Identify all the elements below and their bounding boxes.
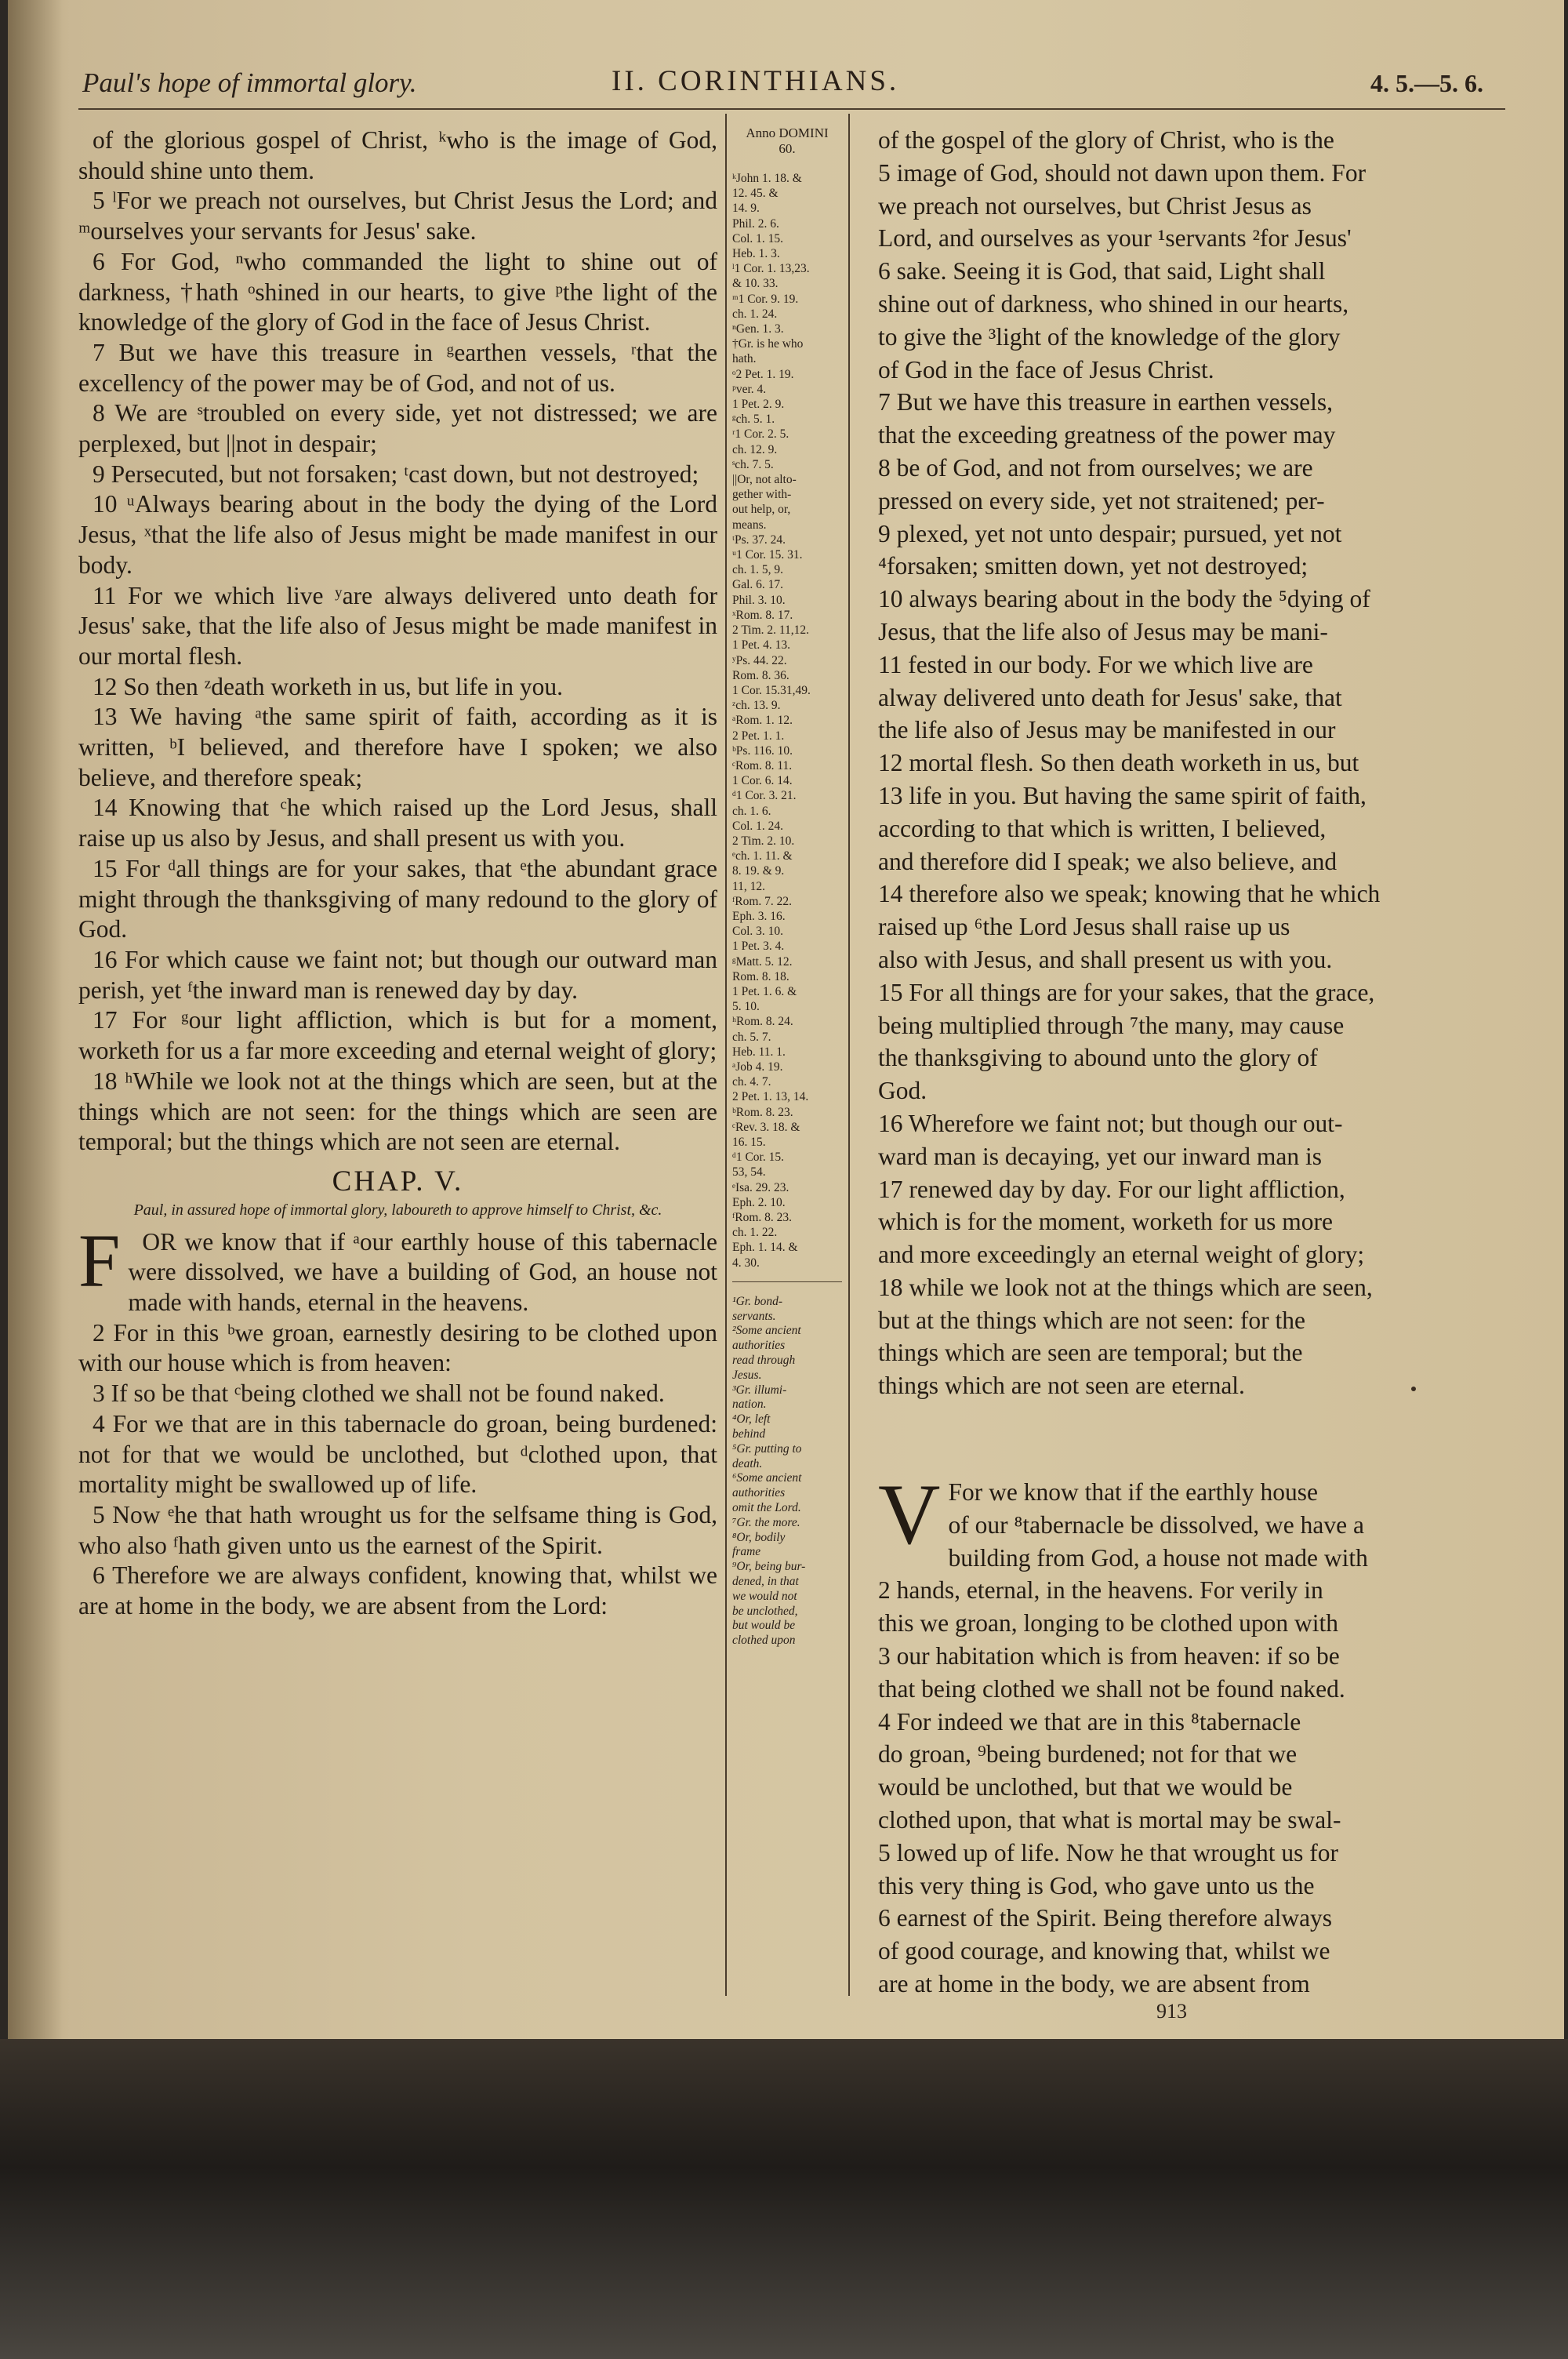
verse-line: raised up ⁶the Lord Jesus shall raise up us	[878, 913, 1290, 941]
verse-line: 12 mortal flesh. So then death worketh in us, but	[878, 749, 1359, 777]
verse: 8 We are ˢtroubled on every side, yet not distressed; we are perplexed, but ||not in despair;	[78, 399, 717, 458]
cross-reference: ˡ1 Cor. 1. 13,23.	[732, 262, 810, 276]
cross-reference: Heb. 11. 1.	[732, 1045, 786, 1059]
verse-line: 17 renewed day by day. For our light affliction,	[878, 1175, 1345, 1203]
cross-reference: 5. 10.	[732, 1000, 760, 1014]
cross-reference: ᵏJohn 1. 18. &	[732, 172, 802, 185]
cross-reference: ᵖver. 4.	[732, 382, 767, 396]
cross-reference: 1 Pet. 1. 6. &	[732, 984, 797, 998]
cross-reference: Phil. 2. 6.	[732, 216, 779, 231]
verse: 5 ˡFor we preach not ourselves, but Christ Jesus the Lord; and ᵐourselves your servants for Jesus' sake.	[78, 187, 717, 245]
verse: 12 So then ᶻdeath worketh in us, but life in you.	[93, 672, 564, 700]
verse-line: and more exceedingly an eternal weight of glory;	[878, 1241, 1365, 1269]
revised-chapter-opening	[878, 1467, 1505, 2001]
marginal-note: authorities	[732, 1339, 786, 1353]
verse-line: Jesus, that the life also of Jesus may be mani-	[878, 617, 1328, 645]
cross-reference: 2 Pet. 1. 13, 14.	[732, 1090, 809, 1104]
marginal-note: be unclothed,	[732, 1604, 798, 1618]
marginal-note: death.	[732, 1456, 763, 1470]
cross-reference: Eph. 3. 16.	[732, 909, 786, 923]
cross-reference: Eph. 2. 10.	[732, 1195, 786, 1209]
verse: 14 Knowing that ᶜhe which raised up the Lord Jesus, shall raise up us also by Jesus, and shall present us with you.	[78, 794, 717, 852]
revised-version-notes	[732, 1295, 842, 1648]
cross-reference: ch. 5. 7.	[732, 1030, 771, 1044]
revised-verse-lines	[878, 124, 1505, 1402]
chapter-gap	[878, 1402, 1505, 1476]
marginal-references	[732, 125, 842, 1648]
verse-line: that the exceeding greatness of the power may	[878, 421, 1336, 449]
verse-line: the thanksgiving to abound unto the glory of	[878, 1044, 1318, 1072]
cross-reference: ʳ1 Cor. 2. 5.	[732, 427, 789, 442]
verse: 17 For ᵍour light affliction, which is but for a moment, worketh for us a far more exceeding and eternal weight of glory;	[78, 1006, 717, 1065]
marginal-note: authorities	[732, 1486, 786, 1500]
cross-reference: & 10. 33.	[732, 277, 779, 291]
cross-reference: 8. 19. & 9.	[732, 864, 785, 878]
cross-reference: 14. 9.	[732, 202, 760, 216]
verse: 18 ʰWhile we look not at the things which are seen, but at the things which are not seen: for the things which are seen are temporal; but the things which are not seen are eternal.	[78, 1067, 717, 1156]
verse: 11 For we which live ʸare always delivered unto death for Jesus' sake, that the life also of Jesus might be made manifest in our mortal flesh.	[78, 581, 717, 670]
chapter-line: this we groan, longing to be clothed upon with	[878, 1609, 1339, 1637]
chapter-heading: CHAP. V.	[332, 1165, 464, 1198]
verse: 6 For God, ⁿwho commanded the light to shine out of darkness, †hath ᵒshined in our hearts, to give ᵖthe light of the knowledge of the glory of God in the face of Jesus Christ.	[78, 247, 717, 336]
cross-reference: ch. 1. 22.	[732, 1226, 778, 1240]
cross-reference: 16. 15.	[732, 1136, 766, 1149]
cross-reference: ᶻch. 13. 9.	[732, 699, 781, 713]
marginal-note: ⁸Or, bodily	[732, 1530, 786, 1544]
cross-reference: ᵘ1 Cor. 15. 31.	[732, 548, 803, 562]
chapter-verse: OR we know that if ᵃour earthly house of this tabernacle were dissolved, we have a building of God, an house not made with hands, eternal in the heavens.	[128, 1227, 717, 1317]
marginal-note: servants.	[732, 1309, 776, 1323]
anno-domini: Anno DOMINI 60.	[746, 125, 829, 156]
marginal-note: but would be	[732, 1619, 796, 1633]
verse-line: shine out of darkness, who shined in our hearts,	[878, 289, 1349, 318]
cross-reference: Col. 1. 24.	[732, 819, 784, 833]
cross-reference: ᶜRom. 8. 11.	[732, 758, 793, 772]
cross-reference: gether with-	[732, 488, 792, 502]
column-rule-left	[725, 114, 727, 1996]
cross-reference: ⁿGen. 1. 3.	[732, 322, 784, 336]
cross-reference: ᵇPs. 116. 10.	[732, 743, 793, 758]
marginal-note: Jesus.	[732, 1368, 762, 1382]
cross-reference: Heb. 1. 3.	[732, 247, 780, 261]
cross-reference: Eph. 1. 14. &	[732, 1241, 798, 1255]
header-rule	[78, 108, 1505, 110]
verse: 7 But we have this treasure in ᵍearthen vessels, ʳthat the excellency of the power may be of God, and not of us.	[78, 338, 717, 397]
verse-line: 5 image of God, should not dawn upon them. For	[878, 158, 1367, 187]
verse-line: to give the ³light of the knowledge of the glory	[878, 322, 1341, 351]
marginal-note: ⁴Or, left	[732, 1412, 771, 1427]
verse-line: 6 sake. Seeing it is God, that said, Light shall	[878, 257, 1326, 285]
verse: 9 Persecuted, but not forsaken; ᵗcast down, but not destroyed;	[93, 460, 699, 488]
marginal-note: nation.	[732, 1398, 767, 1412]
chapter-line: 6 earnest of the Spirit. Being therefore always	[878, 1904, 1333, 1932]
verse: 15 For ᵈall things are for your sakes, that ᵉthe abundant grace might through the thanksgiving of many redound to the glory of God.	[78, 854, 717, 943]
cross-reference: Col. 3. 10.	[732, 925, 784, 939]
cross-reference: ᵉIsa. 29. 23.	[732, 1180, 789, 1194]
chapter-line: 2 hands, eternal, in the heavens. For verily in	[878, 1576, 1323, 1605]
verse-line: 8 be of God, and not from ourselves; we are	[878, 453, 1313, 482]
running-head-book: II. CORINTHIANS.	[612, 65, 900, 97]
marginal-note: dened, in that	[732, 1574, 799, 1588]
chapter-line: 3 our habitation which is from heaven: if so be	[878, 1642, 1340, 1670]
chapter-line: do groan, ⁹being burdened; not for that we	[878, 1740, 1298, 1768]
cross-reference: ᵍMatt. 5. 12.	[732, 954, 793, 969]
cross-reference: ch. 12. 9.	[732, 442, 778, 456]
verse-list	[78, 125, 717, 1158]
cross-reference: 53, 54.	[732, 1165, 766, 1180]
verse-line: which is for the moment, worketh for us more	[878, 1208, 1333, 1236]
revised-version-column	[878, 124, 1505, 2001]
marginal-note: ⁵Gr. putting to	[732, 1441, 802, 1456]
cross-reference: Rom. 8. 36.	[732, 668, 789, 682]
running-head-reference: 4. 5.—5. 6.	[1370, 69, 1483, 97]
chapter-line: building from God, a house not made with	[948, 1543, 1368, 1572]
verse-line: things which are not seen are eternal.	[878, 1372, 1245, 1400]
verse-line: pressed on every side, yet not straitened; per-	[878, 486, 1325, 514]
drop-cap: F	[78, 1218, 121, 1303]
verse-line: but at the things which are not seen: for the	[878, 1306, 1305, 1334]
revised-chapter-lines	[878, 1467, 1505, 2001]
verse: 16 For which cause we faint not; but though our outward man perish, yet ᶠthe inward man is renewed day by day.	[78, 945, 717, 1004]
cross-reference: ᵒ2 Pet. 1. 19.	[732, 367, 794, 381]
chapter-line: of good courage, and knowing that, whilst we	[878, 1937, 1330, 1965]
chapter-line: are at home in the body, we are absent from	[878, 1970, 1310, 1998]
chapter-verse: 5 Now ᵉhe that hath wrought us for the selfsame thing is God, who also ᶠhath given unto us the earnest of the Spirit.	[78, 1500, 717, 1559]
authorized-version-column	[78, 125, 717, 1622]
marginal-note: ⁶Some ancient	[732, 1471, 802, 1485]
cross-reference: 1 Pet. 2. 9.	[732, 398, 785, 412]
chapter-verse: 4 For we that are in this tabernacle do groan, being burdened: not for that we would be unclothed, but ᵈclothed upon, that mortality might be swallowed up of life.	[78, 1409, 717, 1499]
marginal-note: ¹Gr. bond-	[732, 1294, 783, 1308]
marginal-note: we would not	[732, 1589, 797, 1603]
chapter-line: 4 For indeed we that are in this ⁸tabernacle	[878, 1707, 1301, 1736]
verse-line: 14 therefore also we speak; knowing that he which	[878, 880, 1381, 908]
cross-reference: ᶠRom. 7. 22.	[732, 894, 793, 908]
cross-reference: ᵉch. 1. 11. &	[732, 849, 793, 863]
verse-line: 16 Wherefore we faint not; but though our out-	[878, 1109, 1343, 1137]
chapter-verse: 6 Therefore we are always confident, knowing that, whilst we are at home in the body, we are absent from the Lord:	[78, 1561, 717, 1620]
marginal-note: frame	[732, 1545, 761, 1559]
cross-reference: ʰRom. 8. 24.	[732, 1015, 793, 1029]
verse-line: according to that which is written, I believed,	[878, 814, 1327, 842]
verse-line: we preach not ourselves, but Christ Jesus as	[878, 191, 1312, 220]
cross-reference: Phil. 3. 10.	[732, 593, 786, 607]
chapter-opening	[78, 1218, 717, 1622]
verse: of the glorious gospel of Christ, ᵏwho is the image of God, should shine unto them.	[78, 126, 717, 184]
notes-divider	[732, 1281, 842, 1282]
marginal-note: ⁹Or, being bur-	[732, 1560, 806, 1574]
cross-reference: ᵍch. 5. 1.	[732, 413, 775, 427]
chapter-verse: 2 For in this ᵇwe groan, earnestly desiring to be clothed upon with our house which is from heaven:	[78, 1318, 717, 1377]
cross-reference: 4. 30.	[732, 1256, 760, 1270]
cross-reference: ᵃJob 4. 19.	[732, 1060, 783, 1074]
verse-line: alway delivered unto death for Jesus' sake, that	[878, 683, 1342, 711]
cross-reference: out help, or,	[732, 503, 791, 517]
chapter-line: this very thing is God, who gave unto us the	[878, 1871, 1315, 1899]
marginal-note: ²Some ancient	[732, 1324, 801, 1338]
cross-reference: ᶜRev. 3. 18. &	[732, 1120, 800, 1134]
bible-page	[8, 0, 1564, 2070]
verse-line: of God in the face of Jesus Christ.	[878, 355, 1214, 383]
marginal-note: clothed upon	[732, 1634, 796, 1648]
cross-reference: hath.	[732, 352, 757, 366]
cross-reference: ᵃRom. 1. 12.	[732, 714, 793, 728]
cross-reference: ch. 1. 6.	[732, 804, 771, 818]
verse: 10 ᵘAlways bearing about in the body the dying of the Lord Jesus, ˣthat the life also of Jesus might be made manifest in our body.	[78, 490, 717, 579]
verse-line: and therefore did I speak; we also believe, and	[878, 847, 1338, 875]
cross-reference: 12. 45. &	[732, 187, 779, 201]
verse-line: 9 plexed, yet not unto despair; pursued, yet not	[878, 519, 1342, 547]
cross-reference: means.	[732, 518, 767, 532]
cross-reference: 2 Tim. 2. 10.	[732, 834, 795, 848]
verse: 13 We having ᵃthe same spirit of faith, according as it is written, ᵇI believed, and therefore have I spoken; we also believe, and therefore speak;	[78, 703, 717, 791]
verse-line: ward man is decaying, yet our inward man is	[878, 1142, 1322, 1170]
cross-reference: ᵈ1 Cor. 15.	[732, 1150, 784, 1165]
cross-reference: 2 Pet. 1. 1.	[732, 729, 785, 743]
cross-reference: ch. 1. 24.	[732, 307, 778, 321]
cross-reference: ᶠRom. 8. 23.	[732, 1211, 793, 1225]
verse-line: the life also of Jesus may be manifested in our	[878, 716, 1336, 744]
verse-line: 11 fested in our body. For we which live are	[878, 650, 1313, 678]
cross-reference: ᵇRom. 8. 23.	[732, 1105, 793, 1119]
cross-reference: Col. 1. 15.	[732, 231, 784, 245]
cross-reference: Rom. 8. 18.	[732, 969, 789, 983]
cross-reference: ||Or, not alto-	[732, 473, 797, 487]
cross-reference: 1 Pet. 4. 13.	[732, 638, 791, 652]
chapter-line: 5 lowed up of life. Now he that wrought us for	[878, 1838, 1339, 1866]
revised-drop-cap: V	[878, 1467, 941, 1563]
cross-reference: ʸPs. 44. 22.	[732, 653, 787, 667]
chapter-line: For we know that if the earthly house	[948, 1478, 1318, 1507]
chapter-line: that being clothed we shall not be found naked.	[878, 1674, 1345, 1703]
cross-reference: ᵐ1 Cor. 9. 19.	[732, 292, 799, 306]
cross-reference: 1 Cor. 6. 14.	[732, 774, 793, 788]
page-number: 913	[1156, 2000, 1187, 2023]
verse-line: 18 while we look not at the things which are seen,	[878, 1273, 1373, 1301]
verse-line: ⁴forsaken; smitten down, yet not destroyed;	[878, 552, 1308, 580]
chapter-line: of our ⁸tabernacle be dissolved, we have a	[948, 1510, 1364, 1539]
verse-line: God.	[878, 1077, 927, 1105]
marginal-note: omit the Lord.	[732, 1500, 801, 1514]
chapter-line: clothed upon, that what is mortal may be swal-	[878, 1806, 1341, 1834]
cross-reference-list	[732, 171, 842, 1270]
cross-reference: ch. 1. 5, 9.	[732, 563, 784, 577]
verse-line: 13 life in you. But having the same spirit of faith,	[878, 781, 1367, 809]
cross-reference: ch. 4. 7.	[732, 1075, 771, 1089]
verse-line: things which are seen are temporal; but the	[878, 1339, 1303, 1367]
chapter-verse-list	[78, 1218, 717, 1622]
running-head-left: Paul's hope of immortal glory.	[82, 67, 417, 98]
verse-line: of the gospel of the glory of Christ, who is the	[878, 126, 1334, 154]
marginal-note: read through	[732, 1354, 796, 1368]
verse-line: 7 But we have this treasure in earthen vessels,	[878, 388, 1333, 416]
verse-line: 15 For all things are for your sakes, that the grace,	[878, 978, 1375, 1006]
chapter-verse: 3 If so be that ᶜbeing clothed we shall not be found naked.	[93, 1379, 665, 1408]
cross-reference: ˢch. 7. 5.	[732, 457, 774, 471]
cross-reference: 1 Pet. 3. 4.	[732, 940, 785, 954]
chapter-line: would be unclothed, but that we would be	[878, 1773, 1293, 1801]
cross-reference: 11, 12.	[732, 879, 766, 893]
verse-line: Lord, and ourselves as your ¹servants ²for Jesus'	[878, 224, 1352, 253]
verse-line: being multiplied through ⁷the many, may cause	[878, 1011, 1345, 1039]
ornament-dot	[1411, 1387, 1416, 1391]
column-rule-right	[848, 114, 850, 1996]
desk-background	[0, 2039, 1568, 2359]
marginal-note: behind	[732, 1427, 766, 1441]
cross-reference: ˣRom. 8. 17.	[732, 608, 793, 622]
cross-reference: ᵈ1 Cor. 3. 21.	[732, 789, 797, 803]
chapter-summary: Paul, in assured hope of immortal glory, laboureth to approve himself to Christ, &c.	[133, 1201, 662, 1219]
cross-reference: †Gr. is he who	[732, 337, 804, 351]
cross-reference: 2 Tim. 2. 11,12.	[732, 623, 810, 638]
cross-reference: ᵗPs. 37. 24.	[732, 533, 786, 547]
verse-line: 10 always bearing about in the body the ⁵dying of	[878, 585, 1370, 613]
marginal-note: ⁷Gr. the more.	[732, 1515, 800, 1529]
verse-line: also with Jesus, and shall present us with you.	[878, 945, 1333, 973]
cross-reference: Gal. 6. 17.	[732, 578, 784, 592]
cross-reference: 1 Cor. 15.31,49.	[732, 683, 811, 697]
marginal-note: ³Gr. illumi-	[732, 1383, 787, 1397]
